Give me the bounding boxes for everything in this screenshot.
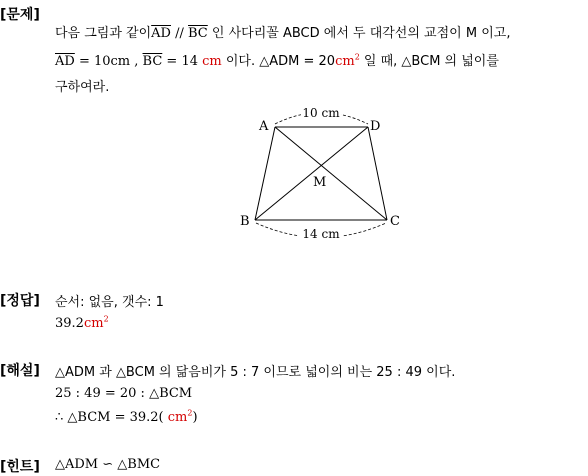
explanation-line-3 bbox=[55, 410, 198, 425]
top-length-label: 10 cm bbox=[302, 106, 340, 120]
unit-cm: cm bbox=[202, 54, 222, 69]
midpoint-m-label: M bbox=[313, 175, 327, 190]
vertex-c-label: C bbox=[390, 214, 400, 229]
segment-bc: $\overline{BC}$ bbox=[142, 54, 163, 69]
explanation-line-2: 25 : 49 = 20 : △BCM bbox=[55, 386, 193, 401]
answer-value: 39.2 bbox=[55, 316, 84, 331]
vertex-b-label: B bbox=[240, 214, 250, 229]
explanation-label: [해설] bbox=[0, 363, 40, 379]
explanation-line-3-post: ) bbox=[192, 410, 198, 425]
segment-bc: $\overline{BC}$ bbox=[188, 26, 208, 41]
parallel-symbol: // bbox=[170, 26, 189, 41]
answer-unit: $cm^2$ bbox=[83, 314, 109, 331]
vertex-a-label: A bbox=[259, 119, 269, 134]
answer-value-line bbox=[55, 316, 109, 331]
ad-value: = 10cm , bbox=[74, 54, 143, 69]
bc-value: = 14 bbox=[162, 54, 203, 69]
problem-label: [문제] bbox=[0, 7, 40, 23]
segment-ad: $\overline{AD}$ bbox=[151, 26, 171, 41]
answer-meta: 순서: 없음, 갯수: 1 bbox=[55, 295, 164, 310]
explanation-unit: $cm^2$ bbox=[163, 408, 193, 425]
explanation-line-1: △ADM 과 △BCM 의 닮음비가 5 : 7 이므로 넓이의 비는 25 : 49 이다. bbox=[55, 365, 456, 380]
explanation-line-3-pre: ∴ △BCM = 39.2( bbox=[55, 410, 164, 425]
bottom-length-label: 14 cm bbox=[302, 227, 340, 241]
diagonal-ac bbox=[275, 127, 387, 220]
hint-label: [힌트] bbox=[0, 459, 40, 475]
problem-line-3: 구하여라. bbox=[55, 80, 110, 95]
unit-cm2: $cm^2$ bbox=[335, 52, 360, 69]
problem-line-1-post: 인 사다리꼴 ABCD 에서 두 대각선의 교점이 M 이고, bbox=[207, 26, 511, 41]
problem-line-1-pre: 다음 그림과 같이 bbox=[55, 26, 152, 41]
segment-ad: $\overline{AD}$ bbox=[55, 54, 75, 69]
problem-line-2-mid: 이다. △ADM = 20 bbox=[221, 54, 336, 69]
problem-line-2-post: 일 때, △BCM 의 넓이를 bbox=[359, 54, 499, 69]
vertex-d-label: D bbox=[370, 119, 381, 134]
answer-label: [정답] bbox=[0, 293, 40, 309]
hint-text: △ADM ∽ △BMC bbox=[55, 457, 161, 472]
